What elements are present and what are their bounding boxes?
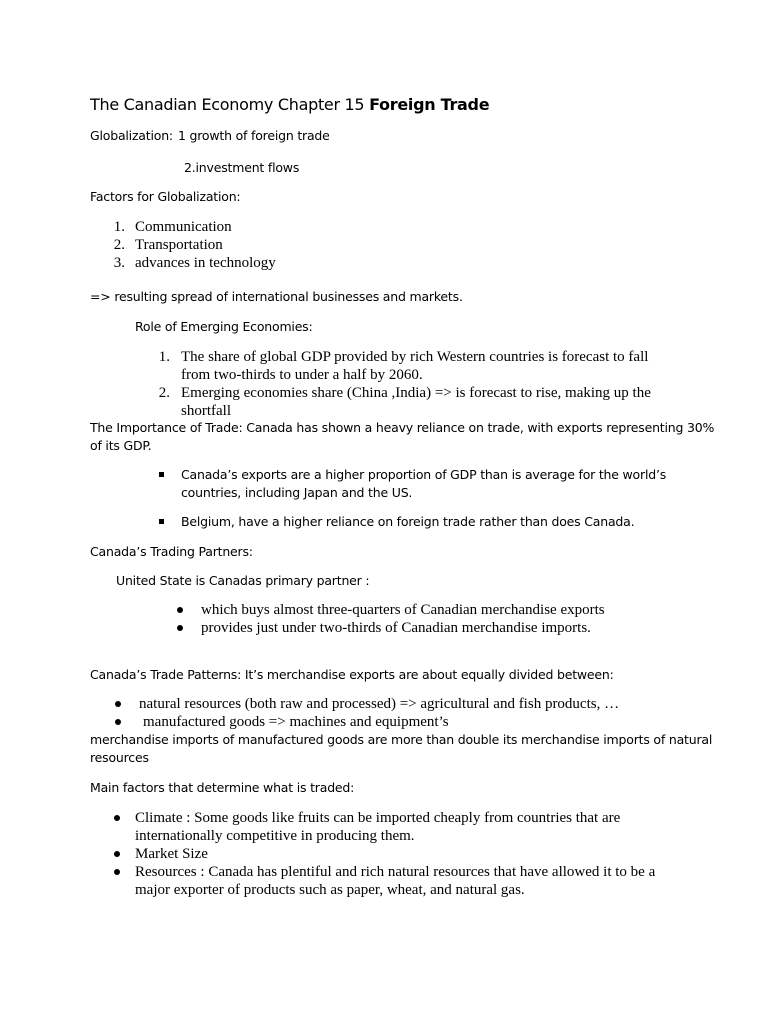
importance-bullet-1-line1: Canada’s exports are a higher proportion of GDP than is average for the world’s	[181, 467, 667, 482]
globalization-item-2: 2.investment flows	[184, 160, 300, 175]
round-bullet-icon	[177, 625, 183, 631]
importance-line1: The Importance of Trade: Canada has shown a heavy reliance on trade, with exports representing 30%	[90, 420, 715, 435]
round-bullet-icon	[115, 701, 121, 707]
patterns-imports-line2: resources	[90, 750, 149, 765]
factors-traded-heading: Main factors that determine what is traded:	[90, 780, 355, 795]
round-bullet-icon	[177, 607, 183, 613]
emerging-num-2: 2.	[158, 385, 170, 401]
round-bullet-icon	[114, 851, 120, 857]
factors-traded-1-line1: Climate : Some goods like fruits can be imported cheaply from countries that are	[135, 810, 621, 826]
factors-traded-1-line2: internationally competitive in producing them.	[135, 828, 415, 844]
factors-result: => resulting spread of international businesses and markets.	[90, 289, 463, 304]
round-bullet-icon	[114, 815, 120, 821]
patterns-bullet-2: manufactured goods => machines and equipment’s	[143, 714, 449, 730]
title-normal: The Canadian Economy Chapter 15	[90, 95, 370, 114]
partners-bullet-2: provides just under two-thirds of Canadian merchandise imports.	[201, 620, 591, 636]
partners-primary: United State is Canadas primary partner :	[116, 573, 370, 588]
patterns-imports-line1: merchandise imports of manufactured goods are more than double its merchandise imports of natural	[90, 732, 713, 747]
factor-item-1: Communication	[135, 219, 232, 235]
square-bullet-icon	[159, 472, 164, 477]
patterns-heading: Canada’s Trade Patterns: It’s merchandise exports are about equally divided between:	[90, 667, 614, 682]
globalization-label: Globalization:	[90, 128, 173, 143]
factor-num-1: 1.	[113, 219, 125, 235]
importance-line2: of its GDP.	[90, 438, 152, 453]
factors-heading: Factors for Globalization:	[90, 189, 241, 204]
round-bullet-icon	[114, 869, 120, 875]
square-bullet-icon	[159, 519, 164, 524]
factors-traded-2: Market Size	[135, 846, 208, 862]
factor-num-3: 3.	[113, 255, 125, 271]
factor-item-3: advances in technology	[135, 255, 276, 271]
importance-bullet-2: Belgium, have a higher reliance on foreign trade rather than does Canada.	[181, 514, 635, 529]
emerging-item-2-line1: Emerging economies share (China ,India) => is forecast to rise, making up the	[181, 385, 651, 401]
emerging-num-1: 1.	[158, 349, 170, 365]
partners-bullet-1: which buys almost three-quarters of Canadian merchandise exports	[201, 602, 605, 618]
factor-item-2: Transportation	[135, 237, 223, 253]
round-bullet-icon	[115, 719, 121, 725]
page-title	[90, 95, 489, 114]
emerging-item-1-line2: from two-thirds to under a half by 2060.	[181, 367, 423, 383]
title-bold: Foreign Trade	[369, 95, 490, 114]
emerging-item-2-line2: shortfall	[181, 403, 231, 419]
globalization-item-1: 1 growth of foreign trade	[178, 128, 330, 143]
emerging-heading: Role of Emerging Economies:	[135, 319, 313, 334]
importance-bullet-1-line2: countries, including Japan and the US.	[181, 485, 413, 500]
factors-traded-3-line2: major exporter of products such as paper, wheat, and natural gas.	[135, 882, 525, 898]
factors-traded-3-line1: Resources : Canada has plentiful and rich natural resources that have allowed it to be a	[135, 864, 656, 880]
emerging-item-1-line1: The share of global GDP provided by rich Western countries is forecast to fall	[181, 349, 649, 365]
factor-num-2: 2.	[113, 237, 125, 253]
partners-heading: Canada’s Trading Partners:	[90, 544, 253, 559]
patterns-bullet-1: natural resources (both raw and processed) => agricultural and fish products, …	[139, 696, 620, 712]
